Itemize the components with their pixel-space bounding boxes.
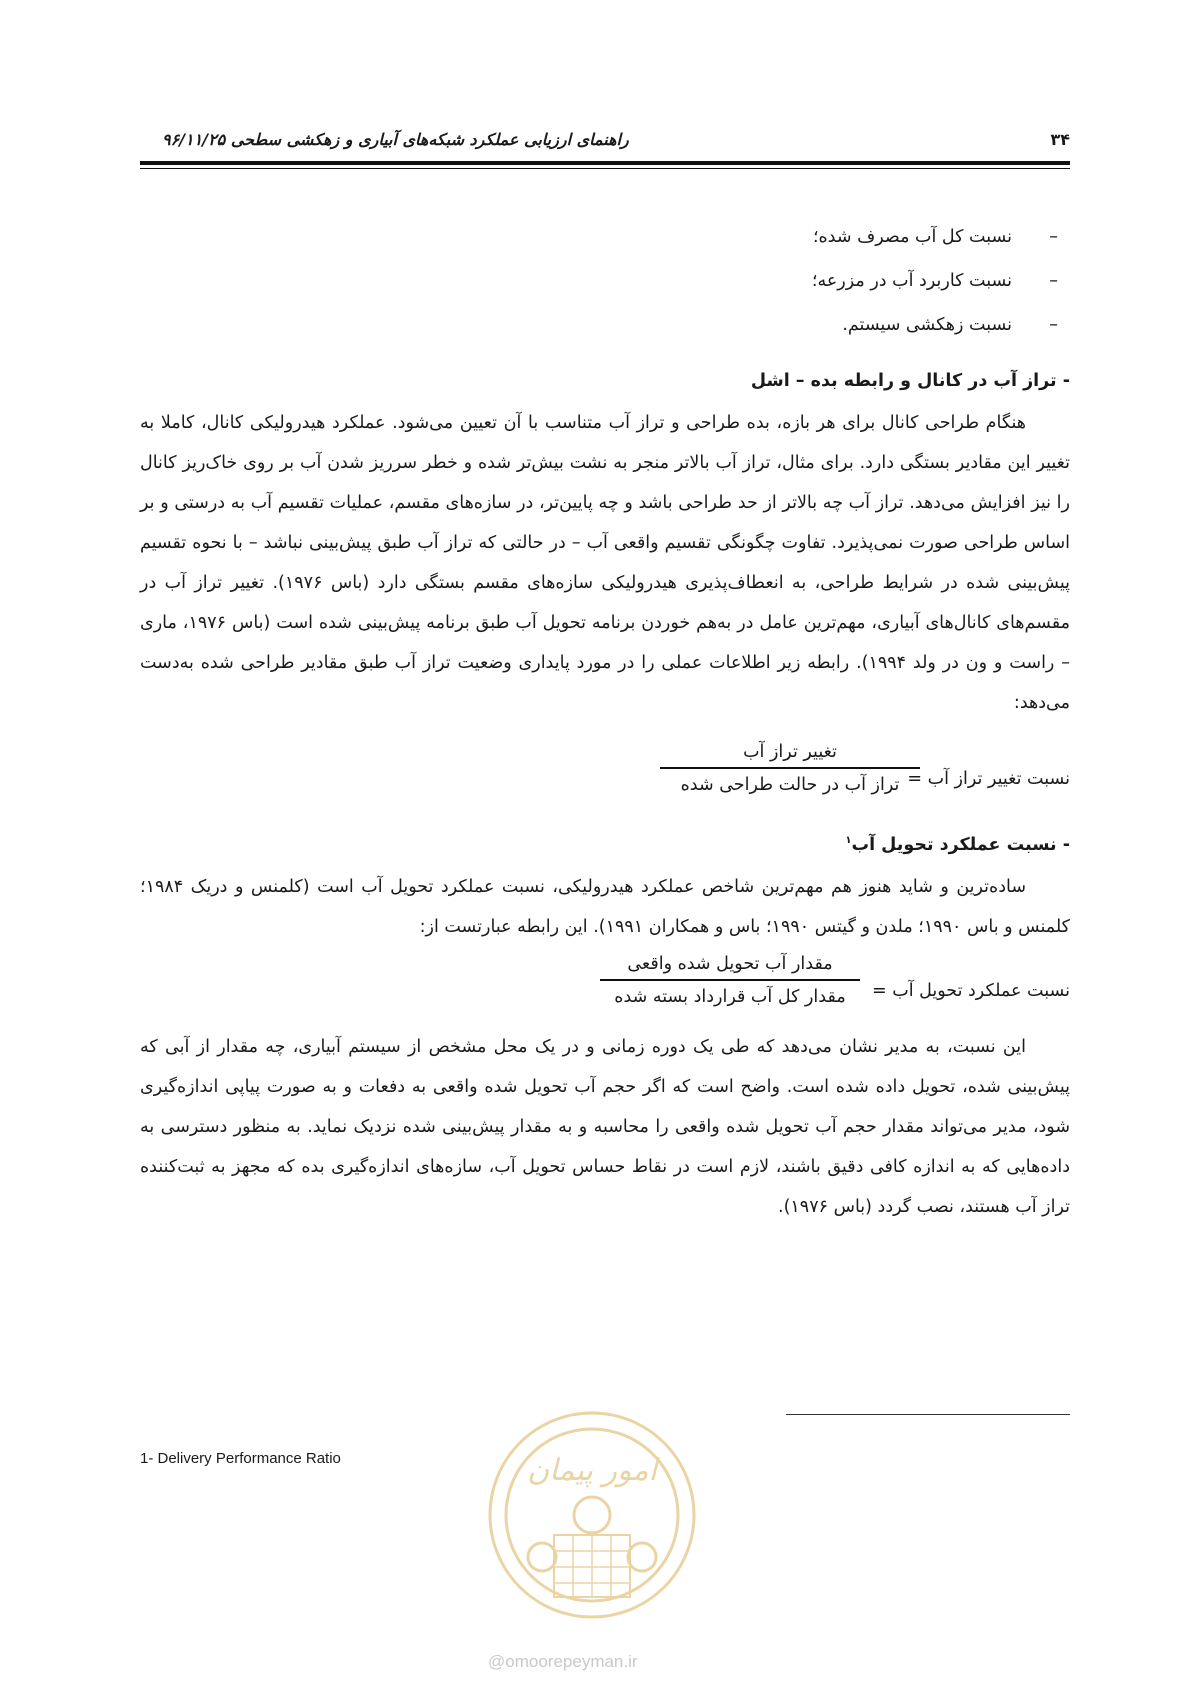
formula-numerator: مقدار آب تحویل شده واقعی [627,954,833,974]
formula-fraction [600,949,860,1013]
watermark-site-text: omoorepeyman.ir [505,1652,638,1671]
formula-delivery-ratio [140,947,1070,1027]
list-item: – نسبت کل آب مصرف شده؛ [140,215,1070,259]
section-heading-water-level: - تراز آب در کانال و رابطه بده – اشل [750,371,1070,391]
page-body [140,215,1070,1227]
footnote-separator [786,1414,1070,1415]
section-heading-delivery-ratio [140,823,1070,867]
formula-numerator: تغییر تراز آب [743,742,837,762]
formula-denominator: مقدار کل آب قرارداد بسته شده [614,986,846,1007]
at-icon: @ [488,1652,506,1671]
header-rule-thin [140,168,1070,169]
list-item: – نسبت کاربرد آب در مزرعه؛ [140,259,1070,303]
formula-lhs: نسبت عملکرد تحویل آب = [872,981,1070,1001]
formula-denominator: تراز آب در حالت طراحی شده [680,774,900,795]
footnote-marker: ۱ [845,835,852,847]
formula-lhs: نسبت تغییر تراز آب = [907,769,1070,789]
formula-water-level-ratio [140,731,1070,821]
bullet-list [140,215,1070,347]
footnote: 1- Delivery Performance Ratio [140,1450,341,1467]
watermark-site [488,1652,638,1672]
paragraph-water-level: هنگام طراحی کانال برای هر بازه، بده طراحی و تراز آب متناسب با آن تعیین می‌شود. عملکرد هیدرولیکی کانال، کاملا به تغییر این مقادیر بستگی دارد. برای مثال، تراز آب بالاتر منجر به نشت بیش‌تر شده و خطر سرریز شدن آب بر روی خاک‌ریز کانال را نیز افزایش می‌دهد. تراز آب چه بالاتر از حد طراحی باشد و چه پایین‌تر، در سازه‌های مقسم، عملیات تقسیم آب به درستی و بر اساس طراحی صورت نمی‌پذیرد. تفاوت چگونگی تقسیم واقعی آب – در حالتی که تراز آب طبق پیش‌بینی نباشد – با نحوه تقسیم پیش‌بینی شده در شرایط طراحی، به انعطاف‌پذیری هیدرولیکی سازه‌های مقسم بستگی دارد (باس ۱۹۷۶). تغییر تراز آب در مقسم‌های کانال‌های آبیاری، مهم‌ترین عامل در به‌هم خوردن برنامه تحویل آب طبق برنامه پیش‌بینی شده است (باس ۱۹۷۶، ماری – راست و ون در ولد ۱۹۹۴). رابطه زیر اطلاعات عملی را در مورد پایداری وضعیت تراز آب طبق مقادیر طراحی شده به‌دست می‌دهد: [140,413,1070,713]
heading-text: - نسبت عملکرد تحویل آب [851,835,1070,855]
header-rule-thick [140,161,1070,165]
paragraph-delivery-intro: ساده‌ترین و شاید هنوز هم مهم‌ترین شاخص عملکرد هیدرولیکی، نسبت عملکرد تحویل آب است (کلمنس و دریک ۱۹۸۴؛ کلمنس و باس ۱۹۹۰؛ ملدن و گیتس ۱۹۹۰؛ باس و همکاران ۱۹۹۱). این رابطه عبارتست از: [140,877,1070,937]
running-title [140,130,629,149]
paragraph-delivery-explanation: این نسبت، به مدیر نشان می‌دهد که طی یک دوره زمانی و در یک محل مشخص از سیستم آبیاری، چه مقدار از آبی که پیش‌بینی شده، تحویل داده شده است. واضح است که اگر حجم آب تحویل شده واقعی به دفعات و به صورت پیاپی اندازه‌گیری شود، مدیر می‌تواند مقدار حجم آب تحویل شده واقعی را محاسبه و به مقدار پیش‌بینی شده نزدیک نماید. به منظور دسترسی به داده‌هایی که به اندازه کافی دقیق باشند، لازم است در نقاط حساس تحویل آب، سازه‌های اندازه‌گیری بده که مجهز به ثبت‌کننده تراز آب هستند، نصب گردد (باس ۱۹۷۶). [140,1037,1070,1217]
page-header [140,130,1070,158]
page-number: ۳۴ [1050,130,1070,149]
watermark-logo-text: امور پیمان [527,1453,657,1488]
formula-fraction [660,737,920,801]
watermark-logo [472,1385,712,1655]
header-date: ۹۶/۱۱/۲۵ [162,130,226,149]
header-title: راهنمای ارزیابی عملکرد شبکه‌های آبیاری و زهکشی سطحی [230,130,629,149]
list-item: – نسبت زهکشی سیستم. [140,303,1070,347]
